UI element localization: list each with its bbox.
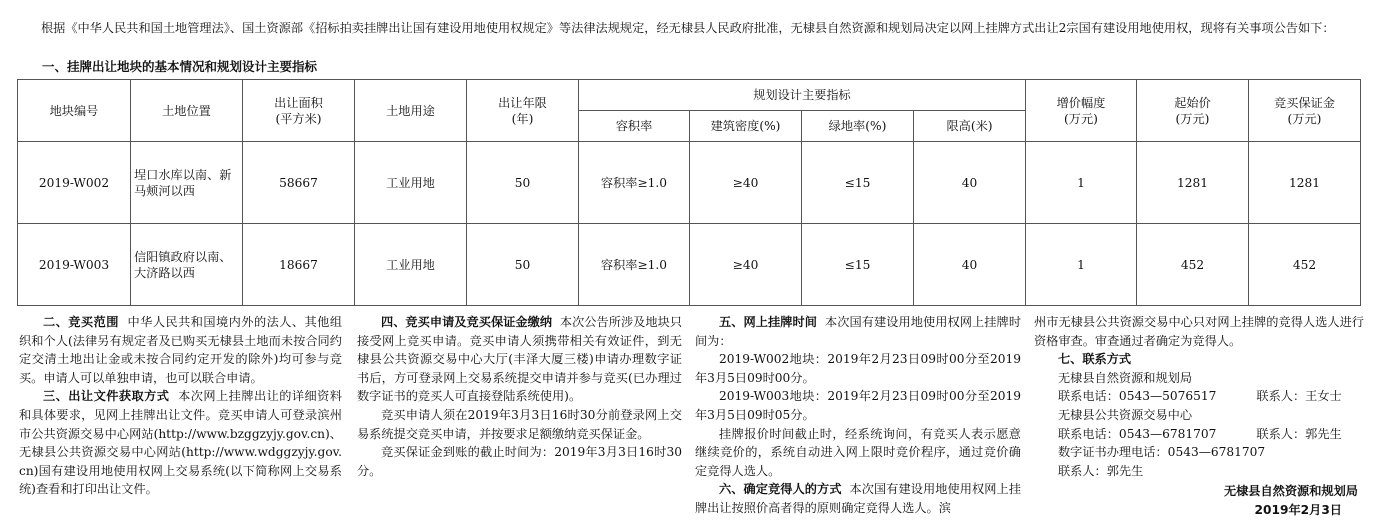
section2-text: 中华人民共和国境内外的法人、其他组织和个人(法律另有规定者及已购买无棣县土地而未按合同约定交清土地出让金或未按合同约定开发的除外)均可参与竞买。申请人可以单独申请，也可以联合申请。: [19, 315, 343, 385]
cell-green: ≤15: [802, 224, 914, 306]
cell-increment: 1: [1026, 142, 1137, 224]
time-slot-1: 2019-W002地块：2019年2月23日09时00分至2019年3月5日09时00分。: [695, 352, 1021, 385]
cell-use: 工业用地: [355, 142, 467, 224]
contact-line-1: [1034, 387, 1364, 406]
column-4: [1034, 313, 1364, 520]
cell-height: 40: [914, 224, 1026, 306]
column-2: [357, 313, 682, 480]
header-deposit: 竞买保证金 (万元): [1249, 80, 1361, 142]
cell-deposit: 452: [1249, 224, 1361, 306]
section7-title: 七、联系方式: [1058, 352, 1132, 367]
section4-paragraph: [357, 313, 682, 406]
cell-area: 18667: [243, 224, 355, 306]
section6-paragraph: [695, 480, 1021, 517]
issue-date: 2019年2月3日: [1254, 502, 1342, 517]
header-green: 绿地率(%): [802, 111, 914, 142]
header-height: 限高(米): [914, 111, 1026, 142]
contact-person-2: 联系人：郭先生: [1256, 426, 1342, 441]
section3-title: 三、出让文件获取方式: [43, 389, 170, 404]
cell-parcel-no: 2019-W003: [18, 224, 131, 306]
cell-density: ≥40: [690, 224, 802, 306]
column-3: [695, 313, 1021, 518]
section3-paragraph: [19, 387, 342, 499]
section5-text: 本次国有建设用地使用权网上挂牌时间为：: [695, 315, 1022, 348]
phone-1: 联系电话：0543—5076517: [1058, 389, 1217, 404]
cell-term: 50: [467, 224, 579, 306]
header-increment: 增价幅度 (万元): [1026, 80, 1137, 142]
cell-location: 埕口水库以南、新马颊河以西: [131, 142, 243, 224]
table-row: [18, 224, 1361, 306]
header-location: 土地位置: [131, 80, 243, 142]
cell-height: 40: [914, 142, 1026, 224]
land-parcel-table: [17, 79, 1361, 306]
section2-title: 二、竞买范围: [43, 315, 119, 329]
contact-person-1: 联系人：王女士: [1256, 389, 1342, 404]
signer: 无棣县自然资源和规划局: [1223, 484, 1358, 499]
section4-text: 本次公告所涉及地块只接受网上竞买申请。竞买申请人须携带相关有效证件，到无棣县公共资源交易中心大厅(丰泽大厦三楼)申请办理数字证书后，方可登录网上交易系统提交申请并参与竞买(已办理过数字证书的竞买人可直接登陆系统使用)。: [357, 315, 683, 404]
section6-title: 六、确定竞得人的方式: [719, 482, 842, 497]
section1-title: 一、挂牌出让地块的基本情况和规划设计主要指标: [42, 59, 318, 74]
cell-increment: 1: [1026, 224, 1137, 306]
cert-phone: 数字证书办理电话：0543—6781707: [1058, 445, 1266, 460]
section6-text: 本次国有建设用地使用权网上挂牌出让按照价高者得的原则确定竞得人选人。滨: [695, 482, 1022, 515]
cell-parcel-no: 2019-W002: [18, 142, 131, 224]
cell-green: ≤15: [802, 142, 914, 224]
cell-start-price: 452: [1137, 224, 1249, 306]
phone-2: 联系电话：0543—6781707: [1058, 426, 1217, 441]
header-start-price: 起始价 (万元): [1137, 80, 1249, 142]
cell-far: 容积率≥1.0: [579, 142, 690, 224]
section2-paragraph: [19, 313, 342, 387]
contact-line-2: [1034, 425, 1364, 444]
section5-title: 五、网上挂牌时间: [719, 315, 818, 329]
intro-paragraph: 根据《中华人民共和国土地管理法》、国土资源部《招标拍卖挂牌出让国有建设用地使用权规定》等法律法规规定，经无棣县人民政府批准，无棣县自然资源和规划局决定以网上挂牌方式出让2宗国有建设用地使用权，现将有关事项公告如下：: [41, 21, 1335, 35]
cell-far: 容积率≥1.0: [579, 224, 690, 306]
section5-paragraph: [695, 313, 1021, 350]
cell-use: 工业用地: [355, 224, 467, 306]
header-density: 建筑密度(%): [690, 111, 802, 142]
section6-continued: 州市无棣县公共资源交易中心只对网上挂牌的竞得人选人进行资格审查。审查通过者确定为竞得人。: [1034, 315, 1364, 348]
header-term: 出让年限 (年): [467, 80, 579, 142]
cell-location: 信阳镇政府以南、大济路以西: [131, 224, 243, 306]
header-use: 土地用途: [355, 80, 467, 142]
section4-paragraph-2: 竞买申请人须在2019年3月3日16时30分前登录网上交易系统提交竞买申请，并按要求足额缴纳竞买保证金。: [357, 407, 682, 441]
time-slot-2: 2019-W003地块：2019年2月23日09时00分至2019年3月5日09时05分。: [695, 389, 1021, 422]
auction-close-paragraph: 挂牌报价时间截止时，经系统询问，有竞买人表示愿意继续竞价的，系统自动进入网上限时竞价程序，通过竞价确定竞得人选人。: [695, 426, 1021, 478]
cell-area: 58667: [243, 142, 355, 224]
cell-term: 50: [467, 142, 579, 224]
table-row: [18, 142, 1361, 224]
org-1: 无棣县自然资源和规划局: [1058, 370, 1193, 385]
header-far: 容积率: [579, 111, 690, 142]
cell-start-price: 1281: [1137, 142, 1249, 224]
section4-paragraph-3: 竞买保证金到账的截止时间为：2019年3月3日16时30分。: [357, 445, 682, 478]
section4-title: 四、竞买申请及竞买保证金缴纳: [381, 315, 553, 329]
cell-deposit: 1281: [1249, 142, 1361, 224]
header-parcel-no: 地块编号: [18, 80, 131, 142]
header-area: 出让面积 (平方米): [243, 80, 355, 142]
column-1: [19, 313, 342, 499]
section3-text: 本次网上挂牌出让的详细资料和具体要求，见网上挂牌出让文件。竞买申请人可登录滨州市公共资源交易中心网站(http://www.bzggzyjy.gov.cn)、无棣县公共资源交易中心网站(http://www.wdggzyjy.gov.cn)国有建设用地使用权网上交易系统(以下简称网上交易系统)查看和打印出让文件。: [19, 389, 343, 497]
cell-density: ≥40: [690, 142, 802, 224]
org-2: 无棣县公共资源交易中心: [1058, 407, 1193, 422]
header-planning: 规划设计主要指标: [579, 80, 1026, 111]
contact-person-3: 联系人：郭先生: [1058, 463, 1144, 478]
